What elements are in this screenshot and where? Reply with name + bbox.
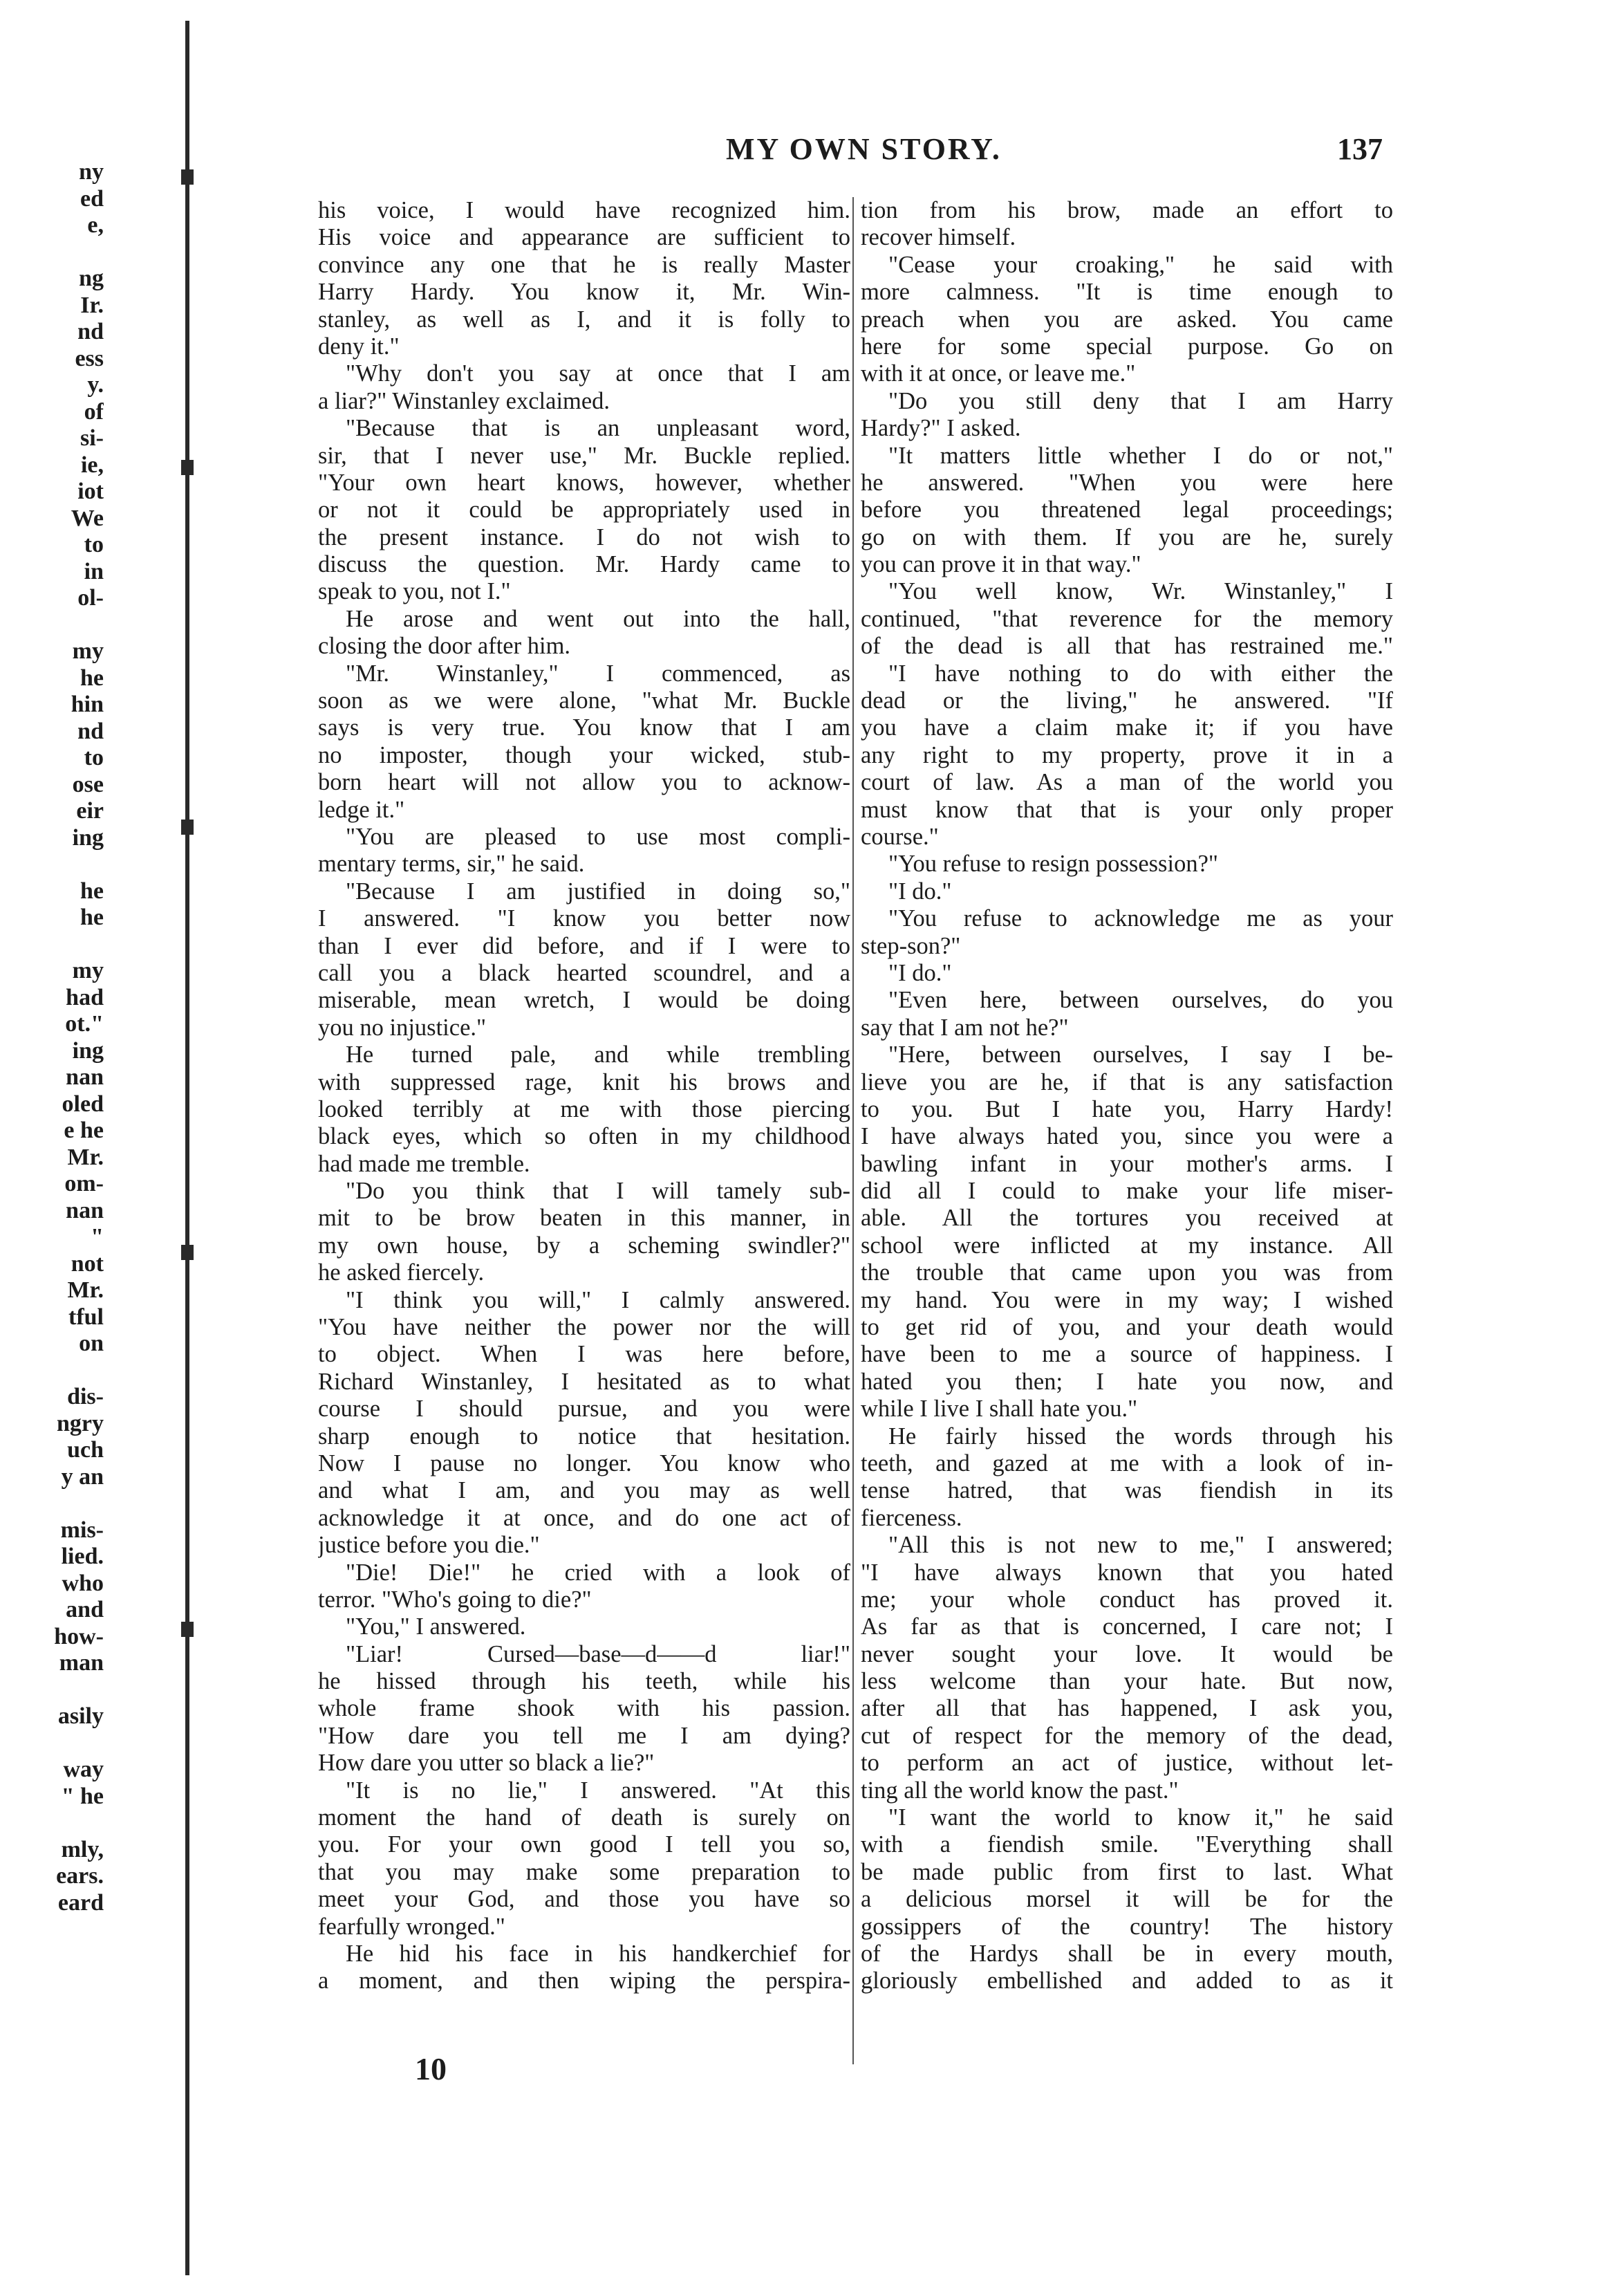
text-line: "I do." [888,959,952,986]
previous-page-fragment: ny [79,159,104,185]
text-line: had made me tremble. [318,1150,530,1177]
text-line: he answered. "When you were here [861,469,1393,496]
previous-page-fragment: ng [79,266,104,291]
previous-page-fragment: Ir. [80,292,104,318]
signature-mark: 10 [415,2051,447,2086]
running-title: MY OWN STORY. [726,132,1002,166]
text-line: "Your own heart knows, however, whether [318,469,850,496]
previous-page-fragment: ot." [65,1011,104,1037]
text-line: He hid his face in his handkerchief for [346,1941,850,1967]
previous-page-fragment: Mr. [67,1277,104,1303]
text-line: sharp enough to notice that hesitation. [318,1423,850,1450]
previous-page-fragment [0,851,104,878]
text-line: meet your God, and those you have so [318,1886,850,1913]
text-line: you have a claim make it; if you have [861,714,1393,741]
text-line: "I have nothing to do with either the [888,660,1393,687]
text-line: "I think you will," I calmly answered. [346,1286,850,1313]
left-text-column [318,197,850,1995]
previous-page-fragment: ed [80,185,104,212]
text-line: deny it." [318,333,400,360]
previous-page-fragment: man [59,1650,104,1676]
text-line: Hardy?" I asked. [861,415,1021,442]
previous-page-fragment [0,239,104,266]
text-line: speak to you, not I." [318,578,511,605]
text-line: born heart will not allow you to acknow- [318,769,850,796]
text-line: "You are pleased to use most compli- [346,823,850,850]
text-line: "Even here, between ourselves, do you [888,987,1393,1014]
text-line: gossippers of the country! The history [861,1913,1393,1940]
text-line: "Do you think that I will tamely sub- [346,1178,850,1205]
text-line: no imposter, though your wicked, stub- [318,741,850,768]
text-line: "Die! Die!" he cried with a look of [346,1559,850,1586]
text-line: course I should pursue, and you were [318,1396,850,1423]
text-line: before you threatened legal proceedings; [861,497,1393,524]
previous-page-fragment: om- [64,1171,104,1196]
previous-page-fragment: way [63,1757,104,1782]
binding-stitch [181,460,194,475]
text-line: able. All the tortures you received at [861,1205,1393,1232]
previous-page-fragment: my [72,958,104,983]
previous-page-fragment: si- [80,425,104,451]
text-line: me; your whole conduct has proved it. [861,1586,1393,1613]
text-line: justice before you die." [318,1532,540,1559]
text-line: here for some special purpose. Go on [861,333,1393,360]
previous-page-fragment: my [72,638,104,664]
previous-page-fragment: nd [77,319,104,344]
text-line: school were inflicted at my instance. All [861,1232,1393,1259]
previous-page-fragment: uch [67,1437,104,1463]
text-line: "How dare you tell me I am dying? [318,1722,850,1749]
previous-page-fragment: and [66,1597,104,1622]
text-line: or not it could be appropriately used in [318,497,850,524]
previous-page-fragment: mly, [61,1836,104,1862]
text-line: fearfully wronged." [318,1913,505,1940]
text-line: that you may make some preparation to [318,1858,850,1885]
text-line: dead or the living," he answered. "If [861,687,1393,714]
text-line: "You," I answered. [346,1613,526,1640]
text-line: court of law. As a man of the world you [861,769,1393,796]
binding-stitch [181,169,194,185]
text-line: after all that has happened, I ask you, [861,1695,1393,1722]
previous-page-fragment: had [66,984,104,1010]
previous-page-fragment [0,1677,104,1704]
previous-page-fragment: he [80,878,104,904]
previous-page-fragment: nan [66,1197,104,1223]
text-line: continued, "that reverence for the memory [861,605,1393,632]
text-line: "I want the world to know it," he said [888,1804,1393,1831]
text-line: He arose and went out into the hall, [346,605,850,632]
text-line: have been to me a source of happiness. I [861,1341,1393,1368]
text-line: "You have neither the power nor the will [318,1314,850,1341]
text-line: acknowledge it at once, and do one act of [318,1504,850,1531]
previous-page-fragment: ngry [57,1410,104,1436]
text-line: step-son?" [861,932,961,959]
previous-page-fragment: eir [76,798,104,824]
previous-page-edge [0,159,104,1916]
text-line: with suppressed rage, knit his brows and [318,1068,850,1095]
text-line: "Because that is an unpleasant word, [346,415,850,442]
text-line: terror. "Who's going to die?" [318,1586,592,1613]
text-line: "Why don't you say at once that I am [346,360,850,387]
text-line: His voice and appearance are sufficient to [318,224,850,251]
text-line: must know that that is your only proper [861,796,1393,823]
text-line: mit to be brow beaten in this manner, in [318,1205,850,1232]
text-line: I answered. "I know you better now [318,905,850,932]
text-line: recover himself. [861,224,1016,251]
text-line: to object. When I was here before, [318,1341,850,1368]
text-line: convince any one that he is really Master [318,251,850,278]
text-line: whole frame shook with his passion. [318,1695,850,1722]
previous-page-fragment: oled [62,1091,104,1117]
text-line: tense hatred, that was fiendish in its [861,1477,1393,1504]
text-line: black eyes, which so often in my childhood [318,1123,850,1150]
text-line: preach when you are asked. You came [861,306,1393,333]
text-line: ledge it." [318,796,405,823]
text-line: "You refuse to acknowledge me as your [888,905,1393,932]
text-line: to perform an act of justice, without let- [861,1750,1393,1777]
text-line: of the Hardys shall be in every mouth, [861,1941,1393,1967]
text-line: never sought your love. It would be [861,1640,1393,1667]
text-line: discuss the question. Mr. Hardy came to [318,551,850,578]
text-line: you. For your own good I tell you so, [318,1831,850,1858]
text-line: "Do you still deny that I am Harry [888,387,1393,414]
previous-page-fragment: who [62,1570,104,1596]
text-line: lieve you are he, if that is any satisfaction [861,1068,1393,1095]
previous-page-fragment: ing [72,824,104,851]
binding-stitch [181,1622,194,1637]
previous-page-fragment [0,1730,104,1757]
column-divider [852,197,854,2064]
text-line: I have always hated you, since you were a [861,1123,1393,1150]
previous-page-fragment: nd [77,718,104,744]
previous-page-fragment: ing [72,1037,104,1064]
previous-page-fragment: y an [61,1463,104,1490]
text-line: call you a black hearted scoundrel, and a [318,959,850,986]
text-line: sir, that I never use," Mr. Buckle replied. [318,442,850,469]
text-line: "All this is not new to me," I answered; [888,1532,1393,1559]
text-line: bawling infant in your mother's arms. I [861,1150,1393,1177]
text-line: a moment, and then wiping the perspira- [318,1968,850,1994]
text-line: miserable, mean wretch, I would be doing [318,987,850,1014]
previous-page-fragment: iot [77,479,104,504]
previous-page-fragment: he [80,905,104,930]
previous-page-fragment: ose [72,771,104,797]
text-line: looked terribly at me with those piercing [318,1095,850,1122]
right-text-column [861,197,1393,1995]
text-line: more calmness. "It is time enough to [861,279,1393,306]
text-line: the present instance. I do not wish to [318,524,850,550]
text-line: "You well know, Wr. Winstanley," I [888,578,1393,605]
previous-page-fragment: in [84,558,104,584]
text-line: gloriously embellished and added to as it [861,1968,1393,1994]
previous-page-fragment [0,612,104,639]
text-line: course." [861,823,939,850]
text-line: you can prove it in that way." [861,551,1141,578]
text-line: with a fiendish smile. "Everything shall [861,1831,1393,1858]
previous-page-fragment: nan [66,1064,104,1090]
previous-page-fragment: e, [87,212,104,238]
previous-page-fragment: ol- [77,585,104,611]
text-line: be made public from first to last. What [861,1858,1393,1885]
previous-page-fragment [0,1810,104,1837]
text-line: fierceness. [861,1504,962,1531]
text-line: "Because I am justified in doing so," [346,878,850,905]
text-line: while I live I shall hate you." [861,1396,1138,1423]
previous-page-fragment: mis- [60,1517,104,1543]
previous-page-fragment: not [71,1250,104,1277]
text-line: his voice, I would have recognized him. [318,197,850,223]
binding-stitch [181,820,194,835]
text-line: Harry Hardy. You know it, Mr. Win- [318,279,850,306]
text-line: and what I am, and you may as well [318,1477,850,1504]
text-line: he asked fiercely. [318,1259,485,1286]
previous-page-fragment: asily [57,1703,104,1729]
text-line: "I do." [888,878,952,905]
text-line: any right to my property, prove it in a [861,741,1393,768]
previous-page-fragment: eard [57,1889,104,1916]
previous-page-fragment: ess [75,345,104,371]
previous-page-fragment [0,1358,104,1385]
previous-page-fragment: of [84,398,104,425]
previous-page-fragment: he [80,665,104,691]
previous-page-fragment: to [84,532,104,557]
text-line: soon as we were alone, "what Mr. Buckle [318,687,850,714]
previous-page-fragment: " he [61,1783,104,1809]
previous-page-fragment: ie, [80,452,104,478]
previous-page-fragment: dis- [67,1384,104,1409]
page-number: 137 [1337,132,1383,166]
text-line: "Mr. Winstanley," I commenced, as [346,660,850,687]
text-line: "It matters little whether I do or not," [888,442,1393,469]
text-line: says is very true. You know that I am [318,714,850,741]
text-line: say that I am not he?" [861,1014,1069,1041]
previous-page-fragment: We [71,505,104,531]
text-line: to get rid of you, and your death would [861,1314,1393,1341]
text-line: ting all the world know the past." [861,1777,1179,1804]
text-line: "Cease your croaking," he said with [888,251,1393,278]
text-line: go on with them. If you are he, surely [861,524,1393,550]
previous-page-fragment [0,932,104,959]
text-line: "It is no lie," I answered. "At this [346,1777,850,1804]
text-line: less welcome than your hate. But now, [861,1668,1393,1695]
previous-page-fragment: " [91,1224,104,1250]
previous-page-fragment: y. [87,372,104,398]
previous-page-fragment: on [79,1331,104,1356]
previous-page-fragment: tful [68,1304,104,1330]
text-line: Now I pause no longer. You know who [318,1450,850,1476]
text-line: with it at once, or leave me." [861,360,1136,387]
text-line: hated you then; I hate you now, and [861,1368,1393,1395]
previous-page-fragment: lied. [61,1544,104,1569]
previous-page-fragment [0,1490,104,1517]
text-line: "Liar! Cursed—base—d——d liar!" [346,1640,850,1667]
text-line: closing the door after him. [318,633,571,660]
text-line: cut of respect for the memory of the dead, [861,1722,1393,1749]
text-line: "I have always known that you hated [861,1559,1393,1586]
text-line: my own house, by a scheming swindler?" [318,1232,850,1259]
text-line: he hissed through his teeth, while his [318,1668,850,1695]
page-header [318,131,1383,173]
text-line: He fairly hissed the words through his [888,1423,1393,1450]
text-line: "Here, between ourselves, I say I be- [888,1041,1393,1068]
text-line: the trouble that came upon you was from [861,1259,1393,1286]
text-line: a liar?" Winstanley exclaimed. [318,387,610,414]
previous-page-fragment: how- [54,1623,104,1649]
previous-page-fragment: hin [71,692,104,717]
text-line: to you. But I hate you, Harry Hardy! [861,1095,1393,1122]
previous-page-fragment: to [84,745,104,770]
text-line: stanley, as well as I, and it is folly to [318,306,850,333]
text-line: my hand. You were in my way; I wished [861,1286,1393,1313]
text-line: of the dead is all that has restrained me." [861,633,1393,660]
text-line: you no injustice." [318,1014,487,1041]
text-line: teeth, and gazed at me with a look of in- [861,1450,1393,1476]
text-line: How dare you utter so black a lie?" [318,1750,655,1777]
text-line: a delicious morsel it will be for the [861,1886,1393,1913]
previous-page-fragment: e he [64,1118,104,1143]
text-line: mentary terms, sir," he said. [318,851,585,878]
text-line: did all I could to make your life miser- [861,1178,1393,1205]
text-line: As far as that is concerned, I care not; I [861,1613,1393,1640]
text-line: Richard Winstanley, I hesitated as to what [318,1368,850,1395]
binding-stitch [181,1245,194,1260]
previous-page-fragment: ears. [56,1863,104,1889]
text-line: tion from his brow, made an effort to [861,197,1393,223]
text-line: moment the hand of death is surely on [318,1804,850,1831]
text-line: He turned pale, and while trembling [346,1041,850,1068]
text-line: than I ever did before, and if I were to [318,932,850,959]
binding-edge [185,21,189,2275]
previous-page-fragment: Mr. [67,1144,104,1170]
text-line: "You refuse to resign possession?" [888,851,1218,878]
